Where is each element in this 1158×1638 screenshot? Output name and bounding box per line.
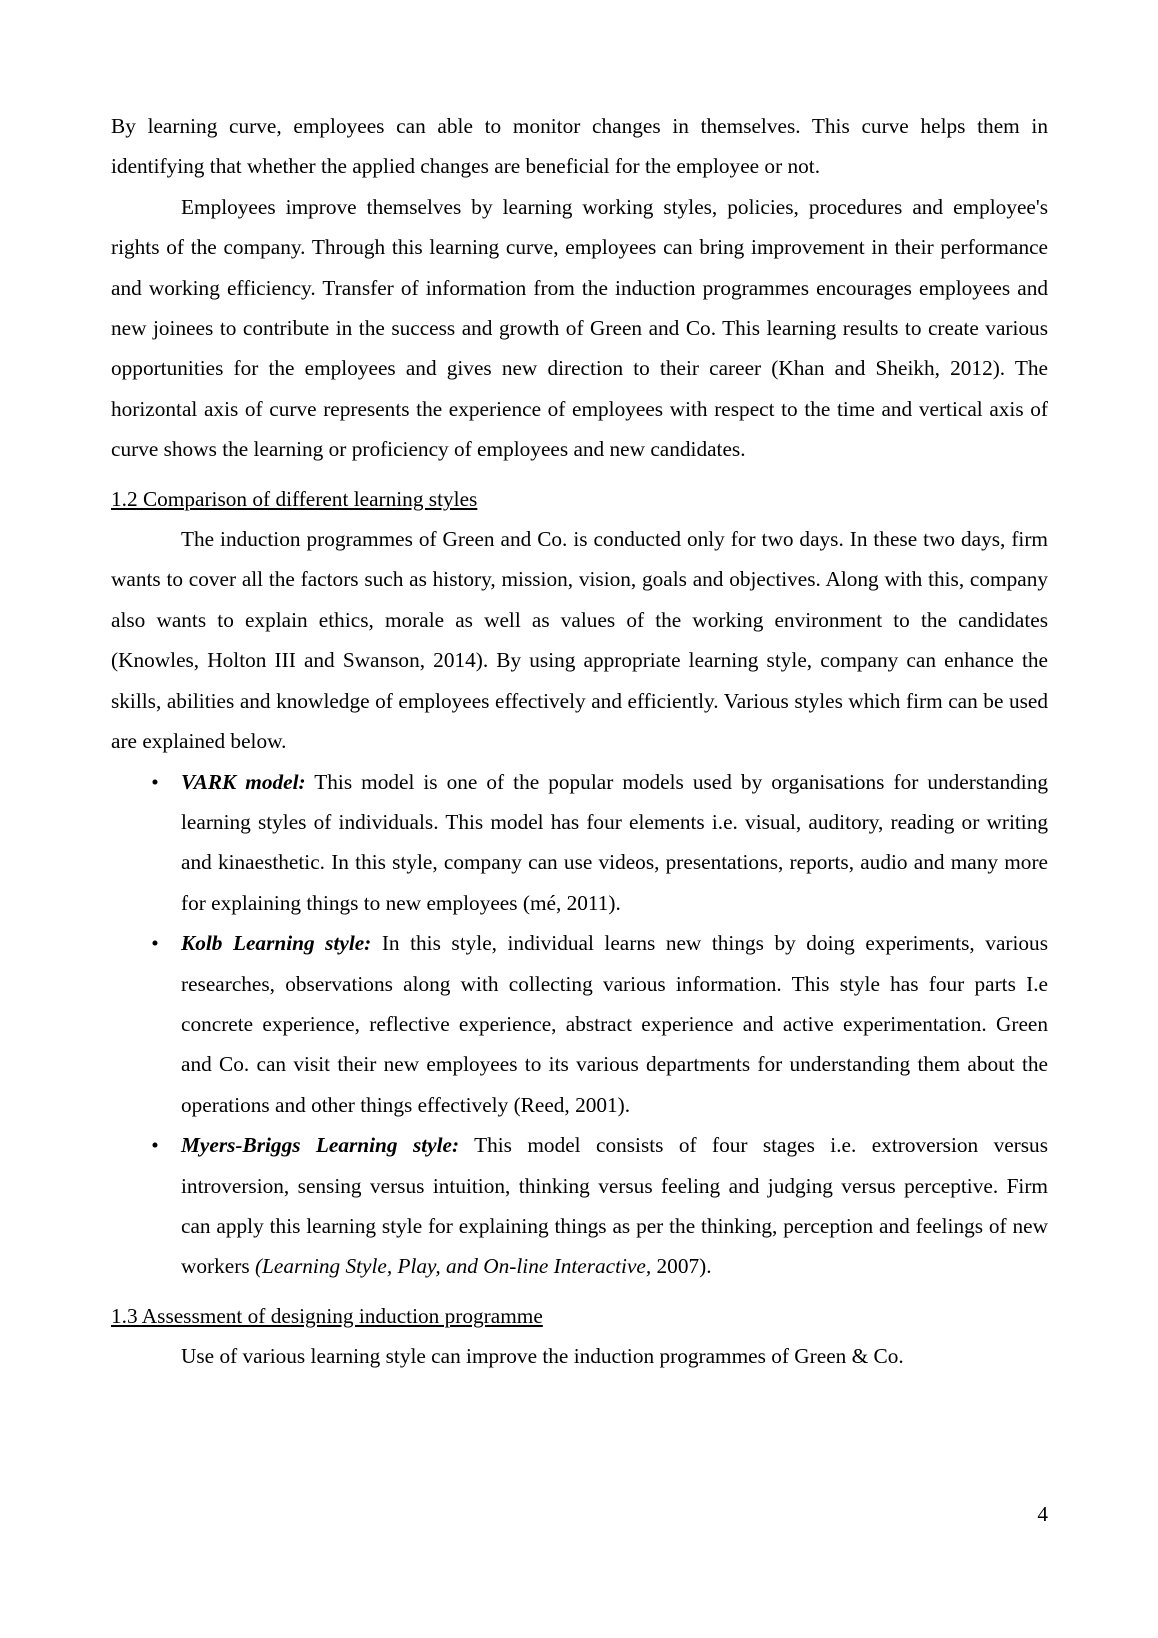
- page-number: 4: [1037, 1502, 1048, 1526]
- list-item-text: This model consists of four stages i.e. extroversion versus introversion, sensing versus intuition, thinking versus feeling and judging versus perceptive. Firm can apply this learning style for explaining things as per the thinking, perception and feelings of new workers: [181, 1133, 1048, 1279]
- list-item-term: Myers-Briggs Learning style:: [181, 1133, 460, 1158]
- paragraph-assessment-intro: Use of various learning style can improve the induction programmes of Green & Co.: [181, 1344, 904, 1369]
- section-heading-1-2: 1.2 Comparison of different learning styles: [111, 486, 478, 511]
- bullet-icon: •: [151, 1133, 159, 1158]
- citation-end: 2007).: [651, 1254, 712, 1279]
- list-item-vark: [111, 762, 1048, 924]
- bullet-icon: •: [151, 931, 159, 956]
- list-item-text: This model is one of the popular models used by organisations for understanding learning styles of individuals. This model has four elements i.e. visual, auditory, reading or writing and kinaesthetic. In this style, company can use videos, presentations, reports, audio and many more for explaining things to new employees (mé, 2011).: [181, 769, 1048, 915]
- citation-italic: (Learning Style, Play, and On-line Interactive,: [254, 1254, 652, 1279]
- list-item-kolb: [111, 923, 1048, 1125]
- document-page: [111, 106, 1048, 1377]
- list-item-text: In this style, individual learns new things by doing experiments, various researches, observations along with collecting various information. This style has four parts I.e concrete experience, reflective experience, abstract experience and active experimentation. Green and Co. can visit their new employees to its various departments for understanding them about the operations and other things effectively (Reed, 2001).: [181, 931, 1048, 1117]
- list-item-term: Kolb Learning style:: [181, 931, 372, 956]
- paragraph-employee-improvement: Employees improve themselves by learning working styles, policies, procedures and employee's rights of the company. Through this learning curve, employees can bring improvement in their performance and working efficiency. Transfer of information from the induction programmes encourages employees and new joinees to contribute in the success and growth of Green and Co. This learning results to create various opportunities for the employees and gives new direction to their career (Khan and Sheikh, 2012). The horizontal axis of curve represents the experience of employees with respect to the time and vertical axis of curve shows the learning or proficiency of employees and new candidates.: [111, 194, 1048, 462]
- paragraph-induction-programmes: The induction programmes of Green and Co. is conducted only for two days. In these two days, firm wants to cover all the factors such as history, mission, vision, goals and objectives. Along with this, company also wants to explain ethics, morale as well as values of the working environment to the candidates (Knowles, Holton III and Swanson, 2014). By using appropriate learning style, company can enhance the skills, abilities and knowledge of employees effectively and efficiently. Various styles which firm can be used are explained below.: [111, 527, 1048, 754]
- bullet-icon: •: [151, 769, 159, 794]
- list-item-myers-briggs: [111, 1125, 1048, 1287]
- list-item-term: VARK model:: [181, 769, 306, 794]
- paragraph-learning-curve: By learning curve, employees can able to monitor changes in themselves. This curve helps them in identifying that whether the applied changes are beneficial for the employee or not.: [111, 114, 1048, 179]
- section-heading-1-3: 1.3 Assessment of designing induction programme: [111, 1303, 543, 1328]
- learning-styles-list: [111, 762, 1048, 1287]
